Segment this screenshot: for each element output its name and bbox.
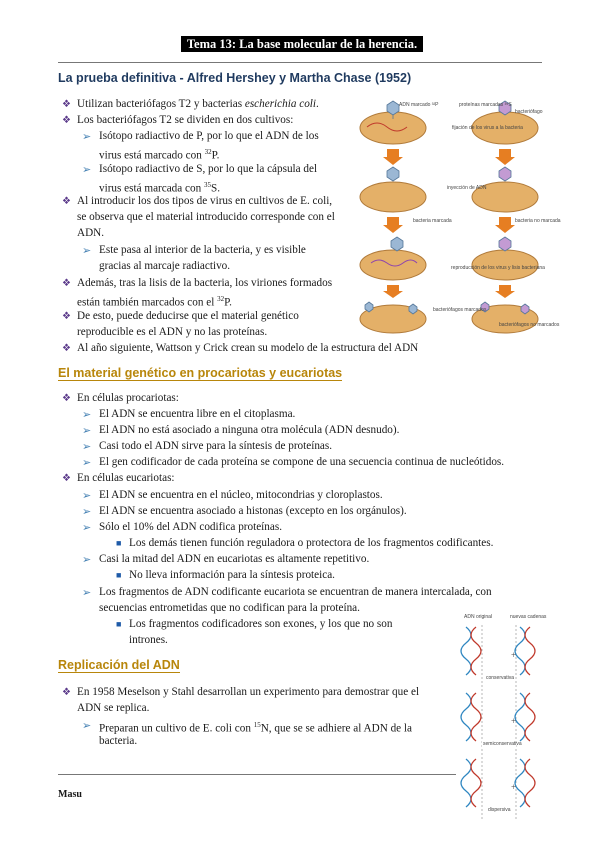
text-line: En células procariotas:	[77, 392, 179, 404]
text-line: Casi la mitad del ADN en eucariotas es altamente repetitivo.	[99, 553, 370, 565]
fig1-label: bacteria marcada	[413, 218, 452, 224]
fig1-label: bacteriófagos marcados	[433, 307, 487, 313]
arrow-bullet-icon: ➢	[82, 245, 92, 257]
text-line: Al año siguiente, Wattson y Crick crean su modelo de la estructura del ADN	[77, 342, 419, 354]
text-line: ADN se replica.	[77, 702, 150, 714]
arrow-bullet-icon: ➢	[82, 490, 92, 502]
text-line: Preparan un cultivo de E. coli con $^{15}$N, que se se adhiere al ADN de la	[99, 721, 413, 735]
fig1-label: bacteriófagos no marcados	[499, 322, 560, 328]
square-bullet-icon: ■	[116, 619, 122, 629]
bullet-diamond-icon: ❖	[62, 343, 71, 354]
bullet-diamond-icon: ❖	[62, 99, 71, 110]
text-line: El ADN no está asociado a ninguna otra molécula (ADN desnudo).	[99, 424, 400, 436]
text-line: Los fragmentos codificadores son exones, y los que no son	[129, 618, 393, 630]
plus-icon: +	[511, 782, 517, 792]
text-line: ADN.	[77, 227, 105, 239]
text-line: En 1958 Meselson y Stahl desarrollan un experimento para demostrar que el	[77, 686, 420, 698]
text-line: Casi todo el ADN sirve para la síntesis de proteínas.	[99, 440, 333, 452]
fig2-label: nuevas cadenas	[510, 614, 547, 620]
text-line: Utilizan bacteriófagos T2 y bacterias escherichia coli.	[77, 98, 319, 110]
replication-models-diagram	[460, 611, 547, 824]
text-line: reproducible es el ADN y no las proteínas.	[77, 326, 268, 338]
text-line: Los demás tienen función reguladora o protectora de los fragmentos codificantes.	[129, 537, 494, 549]
fig1-label: bacteriófago	[515, 109, 543, 115]
text-line: intrones.	[129, 634, 168, 646]
text-line: Sólo el 10% del ADN codifica proteínas.	[99, 521, 282, 533]
fig1-label: bacteria no marcada	[515, 218, 561, 224]
bullet-diamond-icon: ❖	[62, 278, 71, 289]
bottom-divider	[58, 774, 456, 775]
bullet-diamond-icon: ❖	[62, 196, 71, 207]
text-line: Los bacteriófagos T2 se dividen en dos cultivos:	[77, 114, 294, 126]
arrow-bullet-icon: ➢	[82, 720, 92, 732]
text-line: virus está marcada con $^{35}$S.	[99, 181, 221, 195]
fig2-label: semiconservativa	[483, 741, 522, 747]
arrow-bullet-icon: ➢	[82, 409, 92, 421]
text-line: se observa que el material introducido corresponde con el	[77, 211, 335, 223]
bullet-diamond-icon: ❖	[62, 115, 71, 126]
fig2-label: ADN original	[464, 614, 493, 620]
text-line: Isótopo radiactivo de P, por lo que el ADN de los	[99, 130, 319, 142]
page-title: Tema 13: La base molecular de la herencia.	[181, 36, 423, 52]
fig1-label: fijación de los virus a la bacteria	[452, 125, 523, 131]
arrow-bullet-icon: ➢	[82, 441, 92, 453]
fig1-label: reproducción de los virus y lisis bacteriana	[451, 265, 545, 271]
plus-icon: +	[511, 716, 517, 726]
text-line: virus está marcado con $^{32}$P.	[99, 148, 220, 162]
plus-icon: +	[511, 650, 517, 660]
arrow-bullet-icon: ➢	[82, 554, 92, 566]
bullet-diamond-icon: ❖	[62, 687, 71, 698]
arrow-bullet-icon: ➢	[82, 587, 92, 599]
text-line: Al introducir los dos tipos de virus en cultivos de E. coli,	[77, 195, 333, 207]
text-line: El ADN se encuentra en el núcleo, mitocondrias y cloroplastos.	[99, 489, 383, 501]
text-line: Este pasa al interior de la bacteria, y es visible	[99, 244, 306, 256]
text-line: En células eucariotas:	[77, 472, 175, 484]
arrow-bullet-icon: ➢	[82, 131, 92, 143]
text-line: Los fragmentos de ADN codificante eucariota se encuentran de manera intercalada, con	[99, 586, 492, 598]
bullet-diamond-icon: ❖	[62, 473, 71, 484]
text-line: Además, tras la lisis de la bacteria, los viriones formados	[77, 277, 333, 289]
text-line: gracias al marcaje radiactivo.	[99, 260, 231, 272]
bullet-diamond-icon: ❖	[62, 311, 71, 322]
fig1-label: ADN marcado ³²P	[399, 102, 439, 108]
fig1-label: inyección de ADN	[447, 185, 487, 191]
arrow-bullet-icon: ➢	[82, 425, 92, 437]
arrow-bullet-icon: ➢	[82, 164, 92, 176]
text-line: Isótopo radiactivo de S, por lo que la cápsula del	[99, 163, 318, 175]
square-bullet-icon: ■	[116, 570, 122, 580]
fig1-label: proteínas marcadas ³⁵S	[459, 102, 512, 108]
text-line: bacteria.	[99, 735, 138, 747]
top-divider	[58, 62, 542, 63]
text-line: secuencias entrometidas que no codifican para la proteína.	[99, 602, 360, 614]
bullet-diamond-icon: ❖	[62, 393, 71, 404]
footer-author: Masu	[58, 789, 82, 800]
fig2-label: dispersiva	[488, 807, 511, 813]
text-line: No lleva información para la síntesis proteica.	[129, 569, 335, 581]
fig2-label: conservativa	[486, 675, 515, 681]
arrow-bullet-icon: ➢	[82, 457, 92, 469]
text-line: El gen codificador de cada proteína se compone de una secuencia continua de nucleótidos.	[99, 456, 505, 468]
square-bullet-icon: ■	[116, 538, 122, 548]
section-heading-hershey-chase: La prueba definitiva - Alfred Hershey y Martha Chase (1952)	[58, 71, 412, 85]
hershey-chase-diagram	[355, 97, 561, 339]
arrow-bullet-icon: ➢	[82, 522, 92, 534]
text-line: El ADN se encuentra asociado a histonas (excepto en los orgánulos).	[99, 505, 407, 517]
arrow-bullet-icon: ➢	[82, 506, 92, 518]
text-line: El ADN se encuentra libre en el citoplasma.	[99, 408, 296, 420]
section-heading-genetic-material: El material genético en procariotas y eucariotas	[58, 366, 343, 380]
text-line: están también marcados con el $^{32}$P.	[77, 295, 232, 309]
text-line: De esto, puede deducirse que el material genético	[77, 310, 299, 322]
section-heading-dna-replication: Replicación del ADN	[58, 658, 180, 672]
